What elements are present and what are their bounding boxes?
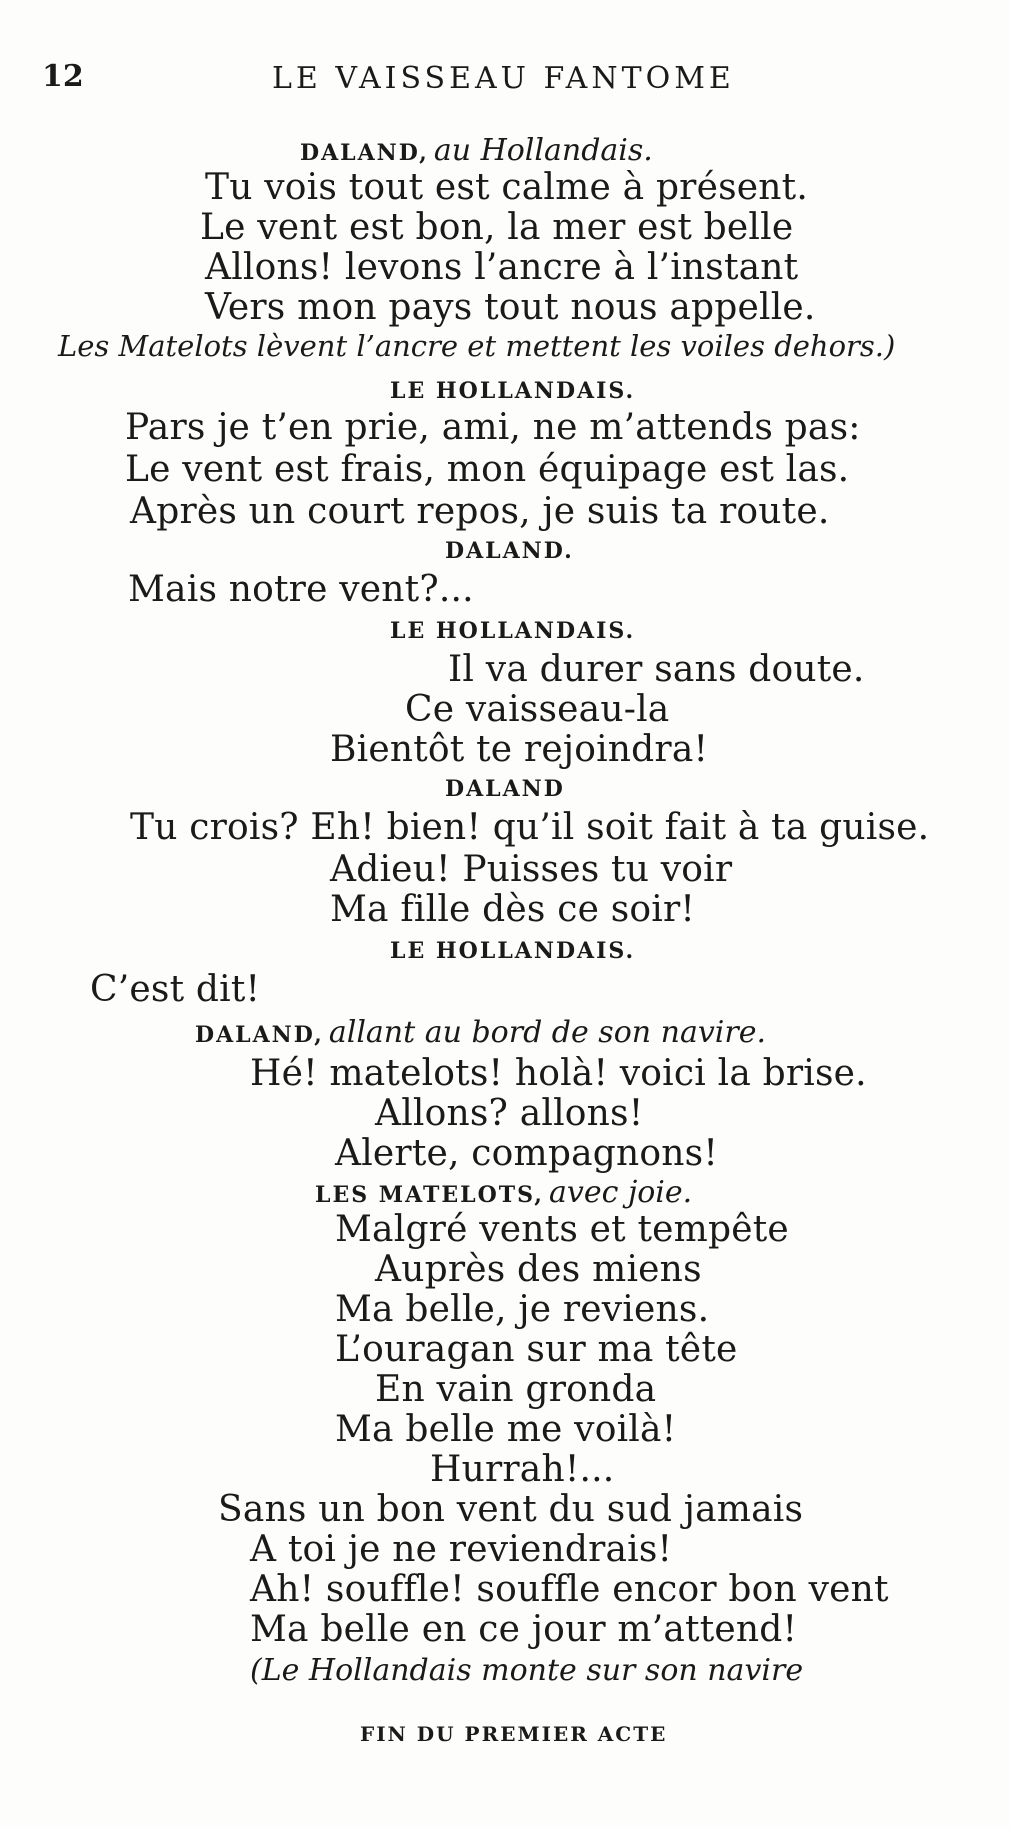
speaker-heading bbox=[315, 1175, 693, 1210]
speaker-name: LE HOLLANDAIS. bbox=[390, 378, 636, 404]
speaker-name: LES MATELOTS, bbox=[315, 1182, 544, 1208]
verse-line: Sans un bon vent du sud jamais bbox=[218, 1489, 804, 1530]
stage-direction: allant au bord de son navire. bbox=[328, 1015, 766, 1050]
verse-line: Alerte, compagnons! bbox=[335, 1133, 718, 1174]
running-title: LE VAISSEAU FANTOME bbox=[272, 61, 735, 96]
verse-line: Ma belle en ce jour m’attend! bbox=[250, 1609, 798, 1650]
verse-line: Ma belle me voilà! bbox=[335, 1409, 677, 1450]
verse-line: Le vent est bon, la mer est belle bbox=[200, 207, 794, 248]
verse-line: Hé! matelots! holà! voici la brise. bbox=[250, 1053, 867, 1094]
verse-line: Ma belle, je reviens. bbox=[335, 1289, 710, 1330]
verse-line: Allons! levons l’ancre à l’instant bbox=[205, 247, 799, 288]
verse-line: Malgré vents et tempête bbox=[335, 1209, 789, 1250]
speaker-name: LE HOLLANDAIS. bbox=[390, 618, 636, 644]
stage-direction: (Le Hollandais monte sur son navire bbox=[250, 1653, 804, 1688]
verse-line: Hurrah!... bbox=[430, 1449, 615, 1490]
verse-line: A toi je ne reviendrais! bbox=[250, 1529, 673, 1570]
verse-line: Après un court repos, je suis ta route. bbox=[130, 491, 830, 532]
verse-line: Tu crois? Eh! bien! qu’il soit fait à ta guise. bbox=[130, 807, 930, 848]
stage-direction: avec joie. bbox=[549, 1175, 693, 1210]
verse-line: C’est dit! bbox=[90, 969, 261, 1010]
verse-line: Le vent est frais, mon équipage est las. bbox=[125, 449, 850, 490]
verse-line: Ce vaisseau-la bbox=[405, 689, 670, 730]
end-of-act: FIN DU PREMIER ACTE bbox=[360, 1722, 668, 1746]
stage-direction: au Hollandais. bbox=[433, 133, 653, 168]
verse-line: Ah! souffle! souffle encor bon vent bbox=[250, 1569, 889, 1610]
speaker-name: DALAND bbox=[445, 776, 565, 802]
verse-line: Allons? allons! bbox=[375, 1093, 644, 1134]
verse-line: Bientôt te rejoindra! bbox=[330, 729, 709, 770]
verse-line: Il va durer sans doute. bbox=[448, 649, 865, 690]
speaker-heading bbox=[195, 1015, 766, 1050]
verse-line: Adieu! Puisses tu voir bbox=[330, 849, 733, 890]
verse-line: Mais notre vent?... bbox=[128, 569, 474, 610]
stage-direction: Les Matelots lèvent l’ancre et mettent les voiles dehors.) bbox=[58, 329, 896, 363]
verse-line: Vers mon pays tout nous appelle. bbox=[205, 287, 816, 328]
page-number: 12 bbox=[42, 59, 84, 94]
speaker-name: DALAND, bbox=[300, 140, 429, 166]
speaker-name: DALAND. bbox=[445, 538, 574, 564]
speaker-name: DALAND, bbox=[195, 1022, 324, 1048]
speaker-heading bbox=[300, 133, 653, 168]
verse-line: Auprès des miens bbox=[375, 1249, 702, 1290]
verse-line: Tu vois tout est calme à présent. bbox=[205, 167, 808, 208]
verse-line: Ma fille dès ce soir! bbox=[330, 889, 696, 930]
speaker-name: LE HOLLANDAIS. bbox=[390, 938, 636, 964]
verse-line: En vain gronda bbox=[375, 1369, 657, 1410]
verse-line: L’ouragan sur ma tête bbox=[335, 1329, 738, 1370]
verse-line: Pars je t’en prie, ami, ne m’attends pas: bbox=[125, 407, 861, 448]
